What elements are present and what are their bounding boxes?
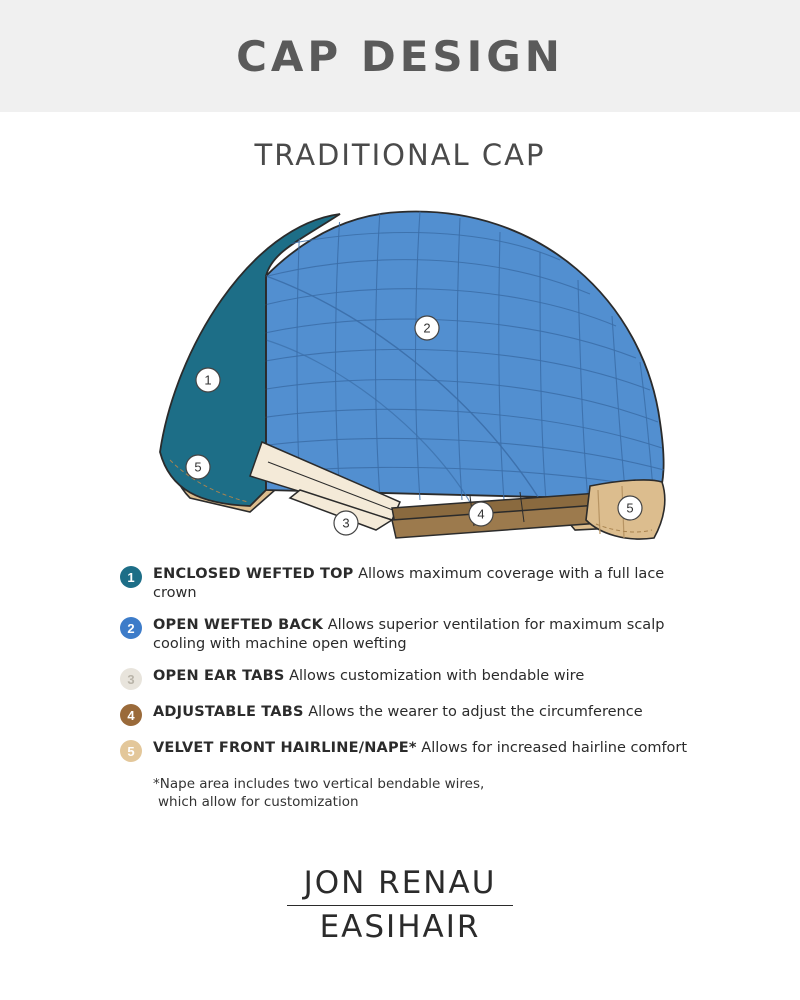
page-title: CAP DESIGN [236,31,564,81]
svg-text:2: 2 [423,320,431,336]
legend-badge-5: 5 [120,740,142,762]
legend-desc-1: Allows maximum coverage with a full lace crown [153,566,665,601]
legend-text-1 [153,565,700,603]
legend-desc-4: Allows the wearer to adjust the circumference [308,704,643,720]
page-header [0,0,800,112]
legend-term-4: ADJUSTABLE TABS [153,704,304,720]
legend-desc-3: Allows customization with bendable wire [289,668,585,684]
svg-text:5: 5 [194,459,202,475]
callout-1 [196,368,220,392]
svg-text:1: 1 [204,372,212,388]
legend-badge-4: 4 [120,704,142,726]
brand-name: JON RENAU [303,865,497,901]
svg-text:3: 3 [342,515,350,531]
legend-list [120,565,700,811]
legend-text-4 [153,703,643,722]
legend-item-1 [120,565,700,603]
section-subtitle: TRADITIONAL CAP [254,138,546,172]
legend-desc-2: Allows superior ventilation for maximum scalp cooling with machine open wefting [153,617,665,652]
svg-text:4: 4 [477,506,485,522]
legend-text-3 [153,667,584,686]
legend-badge-2: 2 [120,617,142,639]
legend-footnote [153,775,700,811]
callout-4 [469,502,493,526]
callout-5-right [618,496,642,520]
legend-badge-1: 1 [120,566,142,588]
legend-term-5: VELVET FRONT HAIRLINE/NAPE* [153,740,417,756]
brand-divider [287,905,513,906]
brand-block [0,865,800,945]
legend-term-3: OPEN EAR TABS [153,668,285,684]
legend-term-2: OPEN WEFTED BACK [153,617,324,633]
callout-5-left [186,455,210,479]
callout-3 [334,511,358,535]
callout-2 [415,316,439,340]
legend-text-2 [153,616,700,654]
legend-item-5 [120,739,700,762]
legend-item-4 [120,703,700,726]
footnote-line-1: *Nape area includes two vertical bendable wires, [153,776,485,792]
legend-term-1: ENCLOSED WEFTED TOP [153,566,354,582]
brand-subname: EASIHAIR [319,909,481,945]
legend-item-2 [120,616,700,654]
footnote-line-2: which allow for customization [158,794,359,810]
legend-badge-3: 3 [120,668,142,690]
legend-desc-5: Allows for increased hairline comfort [421,740,688,756]
svg-text:5: 5 [626,500,634,516]
legend-text-5 [153,739,687,758]
legend-item-3 [120,667,700,690]
cap-illustration [0,190,800,570]
